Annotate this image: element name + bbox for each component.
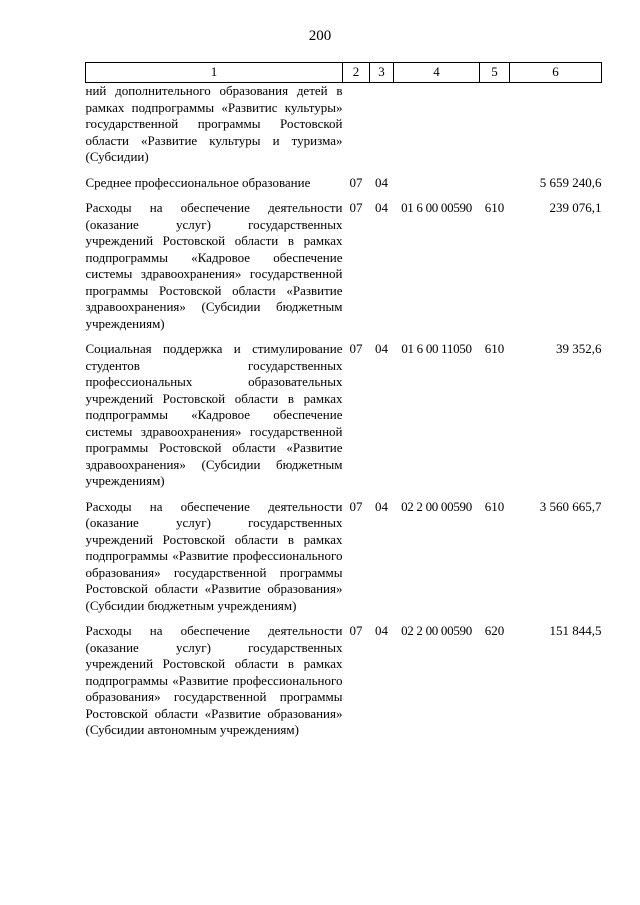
row-description: Расходы на обеспечение деятельности (оказание услуг) государственных учреждений Ростовской области в рамках подпрограммы «Развитие профессионального образования» государственной программы Ростовской области «Развитие образования» (Субсидии бюджетным учреждениям)	[85, 498, 343, 613]
row-subsection	[370, 83, 394, 175]
header-row	[86, 63, 602, 83]
row-description: Среднее профессиональное образование	[85, 174, 311, 190]
row-section: 07	[349, 341, 363, 356]
table-row	[86, 623, 602, 748]
row-section: 07	[349, 623, 363, 638]
row-section: 07	[349, 174, 363, 190]
table-row	[86, 341, 602, 499]
row-target-code: 01 6 00 11050	[401, 341, 472, 356]
column-header-6: 6	[510, 63, 602, 83]
row-description: Социальная поддержка и стимулирование студентов государственных профессиональных образовательных учреждений Ростовской области в рамках подпрограммы «Кадровое обеспечение системы здравоохранения» государственной программы Ростовской области «Развитие здравоохранения» (Субсидии бюджетным учреждениям)	[85, 341, 343, 488]
row-subsection: 04	[375, 498, 388, 514]
row-target-code	[394, 175, 480, 201]
row-description: Расходы на обеспечение деятельности (оказание услуг) государственных учреждений Ростовской области в рамках подпрограммы «Развитие профессионального образования» государственной программы Ростовской области «Развитие образования» (Субсидии автономным учреждениям)	[85, 623, 343, 737]
page-number: 200	[308, 28, 332, 44]
row-expense-type: 610	[484, 200, 505, 215]
row-description: ний дополнительного образования детей в рамках подпрограммы «Развитис культуры» государственной программы Ростовской области «Развитие культуры и туризма» (Субсидии)	[85, 83, 343, 164]
column-header-2: 2	[343, 63, 370, 83]
row-target-code: 02 2 00 00590	[401, 498, 472, 514]
row-expense-type	[480, 175, 510, 201]
row-section: 07	[349, 498, 363, 514]
row-target-code	[394, 83, 480, 175]
row-subsection: 04	[375, 174, 388, 190]
column-header-3: 3	[370, 63, 394, 83]
table-row	[86, 175, 602, 201]
row-amount: 39 352,6	[556, 341, 602, 356]
row-target-code: 01 6 00 00590	[401, 200, 472, 215]
row-section	[343, 83, 370, 175]
row-target-code: 02 2 00 00590	[401, 623, 472, 638]
row-subsection: 04	[375, 200, 388, 215]
row-subsection: 04	[375, 623, 388, 638]
row-amount: 5 659 240,6	[539, 174, 602, 190]
row-amount: 239 076,1	[549, 200, 602, 215]
column-header-4: 4	[394, 63, 480, 83]
row-amount: 151 844,5	[549, 623, 602, 638]
table-row	[86, 499, 602, 624]
row-expense-type: 610	[484, 498, 505, 514]
table-row	[86, 83, 602, 175]
row-expense-type: 620	[484, 623, 505, 638]
budget-table	[85, 62, 602, 748]
row-amount: 3 560 665,7	[539, 498, 602, 514]
row-subsection: 04	[375, 341, 388, 356]
row-amount	[510, 83, 602, 175]
table-row	[86, 200, 602, 341]
column-header-5: 5	[480, 63, 510, 83]
row-description: Расходы на обеспечение деятельности (оказание услуг) государственных учреждений Ростовской области в рамках подпрограммы «Кадровое обеспечение системы здравоохранения» государственной программы Ростовской области «Развитие здравоохранения» (Субсидии бюджетным учреждениям)	[85, 200, 343, 331]
row-expense-type	[480, 83, 510, 175]
column-header-1: 1	[86, 63, 343, 83]
row-expense-type: 610	[484, 341, 505, 356]
row-section: 07	[349, 200, 363, 215]
